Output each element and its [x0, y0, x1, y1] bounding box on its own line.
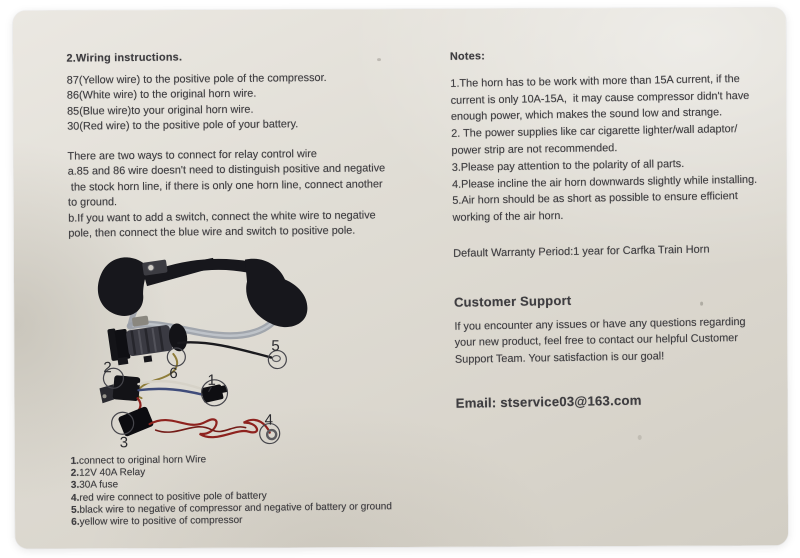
part-text: red wire connect to positive pole of battery: [79, 490, 267, 504]
part-number: 5.: [71, 504, 80, 516]
text-line: working of the air horn.: [452, 210, 564, 224]
part-text: 12V 40A Relay: [79, 467, 146, 479]
large-air-horn-illustration: [161, 258, 308, 327]
text-line: 86(White wire) to the original horn wire.: [66, 87, 257, 102]
diagram-number: 1: [207, 371, 216, 389]
text-line: enough power, which makes the sound low and strange.: [450, 106, 723, 124]
ring-terminal-4: [267, 430, 276, 439]
notes-heading: Notes:: [449, 50, 486, 63]
wiring-diagram-svg: [85, 245, 416, 458]
text-line: 2. The power supplies like car cigarette lighter/wall adaptor/: [451, 123, 738, 141]
text-line: 5.Air horn should be as short as possible to ensure efficient: [452, 190, 738, 208]
red-wire-coil-2: [156, 427, 246, 433]
diagram-number: 3: [119, 434, 129, 452]
compressor-illustration: [106, 310, 190, 367]
text-line: a.85 and 86 wire doesn't need to distinguish positive and negative: [67, 162, 386, 178]
blue-wire: [138, 389, 203, 395]
spacer: [453, 256, 789, 295]
text-line: power strip are not recommended.: [451, 142, 618, 157]
part-text: connect to original horn Wire: [78, 454, 207, 467]
wiring-instructions-section: [66, 48, 453, 243]
text-line: 3.Please pay attention to the polarity of all parts.: [451, 157, 685, 174]
text-line: the stock horn line, if there is only one horn line, connect another: [67, 177, 383, 194]
diagram-number: 5: [271, 337, 280, 355]
part-text: yellow wire to positive of compressor: [79, 514, 243, 528]
fuse-illustration: [118, 406, 155, 437]
part-number: 4.: [70, 492, 80, 504]
terminal-5: [272, 356, 280, 362]
part-number: 2.: [70, 467, 80, 480]
text-line: pole, then connect the blue wire and switch to positive pole.: [68, 224, 356, 240]
text-line: current is only 10A-15A, it may cause compressor didn't have: [450, 89, 750, 107]
text-line: 30(Red wire) to the positive pole of your battery.: [67, 118, 299, 133]
part-number: 1.: [70, 455, 79, 467]
paper-speck: [638, 435, 642, 440]
text-line: 4.Please incline the air horn downwards slightly while installing.: [451, 173, 758, 191]
customer-support-heading: Customer Support: [453, 292, 572, 310]
text-line: b.If you want to add a switch, connect the white wire to negative: [68, 208, 376, 225]
horn-kit-wiring-diagram: [85, 245, 416, 458]
part-text: 30A fuse: [79, 479, 119, 492]
diagram-number: 2: [103, 359, 112, 377]
white-wire: [138, 381, 201, 389]
wiring-instructions-heading: 2.Wiring instructions.: [66, 51, 183, 65]
text-line: There are two ways to connect for relay control wire: [67, 147, 317, 163]
text-line: to ground.: [67, 196, 118, 209]
diagram-number: 4: [264, 411, 273, 429]
part-number: 3.: [70, 480, 80, 492]
text-line: 87(Yellow wire) to the positive pole of the compressor.: [66, 71, 327, 87]
diagram-parts-list: [71, 451, 472, 529]
part-text: black wire to negative of compressor and negative of battery or ground: [79, 501, 392, 516]
text-line: 1.The horn has to be work with more than 15A current, if the: [450, 72, 740, 90]
black-wire: [178, 342, 271, 358]
diagram-number: 6: [169, 364, 178, 383]
warranty-line: Default Warranty Period:1 year for Carfka Train Horn: [453, 243, 710, 260]
relay-illustration: [99, 375, 140, 403]
text-line: Support Team. Your satisfaction is our goal!: [454, 349, 665, 366]
text-line: your new product, feel free to contact our helpful Customer: [454, 332, 739, 350]
customer-support-paragraph: [454, 313, 790, 367]
part-number: 6.: [71, 516, 80, 528]
manual-paper-sheet: [13, 7, 788, 548]
notes-section: [450, 43, 791, 412]
text-line: If you encounter any issues or have any questions regarding: [454, 315, 746, 333]
support-email: Email: stservice03@163.com: [455, 392, 642, 411]
text-line: 85(Blue wire)to your original horn wire.: [66, 103, 254, 118]
